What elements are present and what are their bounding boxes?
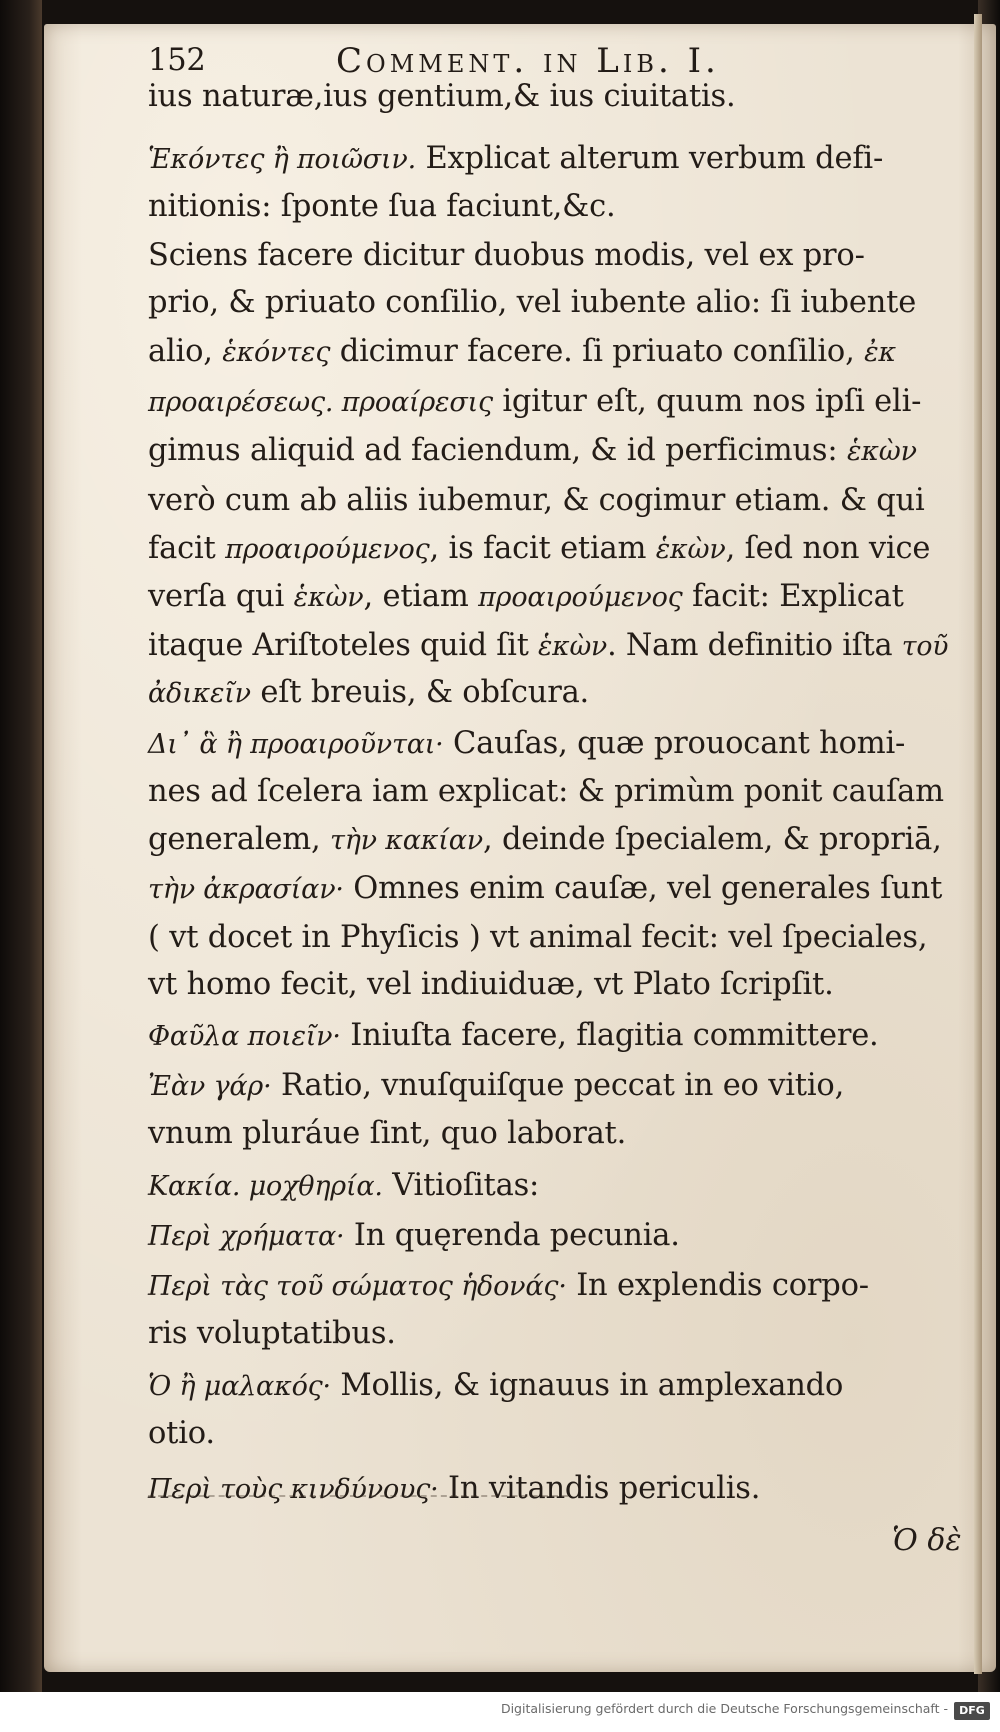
greek-lemma: Ἑκόντες ἢ ποιῶσιν. [148, 144, 416, 175]
text-line [148, 329, 896, 375]
latin-text: vt homo fecit, vel indiuiduæ, vt Plato ſcripſit. [148, 967, 834, 1002]
text-line [148, 1363, 843, 1409]
text-line [148, 1411, 215, 1457]
greek-lemma: ἀδικεῖν [148, 678, 251, 709]
latin-text: itaque Ariſtoteles quid ſit [148, 628, 539, 663]
text-line [148, 1311, 396, 1357]
greek-lemma: προαιρούμενος [225, 534, 430, 565]
text-line [148, 478, 925, 524]
text-line [148, 136, 883, 182]
latin-text: nes ad ſcelera iam explicat: & primùm ponit cauſam [148, 774, 944, 809]
latin-text: , etiam [363, 579, 479, 614]
greek-lemma: προαιρέσεως. προαίρεσις [148, 387, 493, 418]
latin-text: Vitioſitas: [382, 1168, 540, 1203]
page-edge [974, 14, 982, 1674]
latin-text: Explicat alterum verbum defi- [416, 141, 884, 176]
greek-lemma: Περὶ χρήματα· [148, 1221, 345, 1252]
latin-text: Iniuſta facere, flagitia committere. [340, 1018, 879, 1053]
latin-text: gimus aliquid ad faciendum, & id perficimus: [148, 433, 847, 468]
latin-text: facit: Explicat [682, 579, 904, 614]
catchword: Ὁ δὲ [892, 1523, 962, 1558]
latin-text: , ſed non vice [725, 531, 931, 566]
text-line [148, 623, 948, 669]
latin-text: ( vt docet in Phyſicis ) vt animal fecit: vel ſpeciales, [148, 920, 928, 955]
folio-number: 152 [148, 43, 206, 78]
text-line [148, 1063, 844, 1109]
greek-lemma: ἑκὼν [655, 534, 726, 565]
digitization-credit: Digitalisierung gefördert durch die Deutsche Forschungsgemeinschaft - [500, 1701, 948, 1716]
text-line [148, 962, 834, 1008]
latin-text: alio, [148, 334, 223, 369]
text-line [148, 280, 916, 326]
latin-text: eſt breuis, & obſcura. [250, 675, 590, 710]
greek-lemma: ἐκ [864, 337, 896, 368]
latin-text: ius naturæ,ius gentium,& ius ciuitatis. [148, 79, 736, 114]
text-line [148, 915, 927, 961]
dfg-logo: DFG [954, 1702, 990, 1720]
text-line [148, 721, 905, 767]
text-line [148, 769, 944, 815]
latin-text: verſa qui [148, 579, 294, 614]
latin-text: In vitandis periculis. [438, 1471, 761, 1506]
greek-lemma: ἑκὼν [846, 436, 917, 467]
text-line [148, 1111, 626, 1157]
latin-text: verò cum ab aliis iubemur, & cogimur etiam. & qui [148, 483, 925, 518]
greek-lemma: Κακία. μοχθηρία. [148, 1171, 383, 1202]
scan-frame-left [0, 0, 42, 1732]
latin-text: dicimur facere. ſi priuato conſilio, [330, 334, 865, 369]
text-line [148, 1466, 760, 1512]
greek-lemma: τοῦ [901, 631, 949, 662]
text-line [148, 526, 930, 572]
greek-lemma: ἑκόντες [222, 337, 331, 368]
text-line [148, 817, 942, 863]
running-head: Comment. in Lib. I. [336, 41, 720, 81]
latin-text: ris voluptatibus. [148, 1316, 396, 1351]
text-line [148, 74, 735, 120]
text-line [148, 574, 904, 620]
greek-lemma: Ὁ ἢ μαλακός· [148, 1371, 331, 1402]
ink-marks [148, 1495, 568, 1501]
latin-text: , deinde ſpecialem, & propriā, [482, 822, 942, 857]
latin-text: otio. [148, 1416, 215, 1451]
latin-text: vnum pluráue ſint, quo laborat. [148, 1116, 627, 1151]
greek-lemma: τὴν ἀκρασίαν· [148, 874, 344, 905]
latin-text: Mollis, & ignauus in amplexando [330, 1368, 844, 1403]
greek-lemma: τὴν κακίαν [329, 825, 483, 856]
latin-text: prio, & priuato conſilio, vel iubente alio: ſi iubente [148, 285, 917, 320]
greek-lemma: Φαῦλα ποιεῖν· [148, 1021, 341, 1052]
text-line [148, 1213, 680, 1259]
latin-text: Cauſas, quæ prouocant homi- [443, 726, 906, 761]
greek-lemma: Ἐὰν γάρ· [148, 1071, 272, 1102]
latin-text: In explendis corpo- [566, 1268, 869, 1303]
latin-text: facit [148, 531, 226, 566]
text-line [148, 1263, 869, 1309]
text-line [148, 379, 921, 425]
greek-lemma: Περὶ τοὺς κινδύνους· [148, 1474, 439, 1505]
latin-text: In quęrenda pecunia. [344, 1218, 680, 1253]
latin-text: . Nam definitio iſta [607, 628, 902, 663]
greek-lemma: Περὶ τὰς τοῦ σώματος ἡδονάς· [148, 1271, 567, 1302]
greek-lemma: ἑκὼν [293, 582, 364, 613]
text-line [148, 1013, 879, 1059]
greek-lemma: ἑκὼν [538, 631, 608, 662]
greek-lemma: προαιρούμενος [478, 582, 683, 613]
latin-text: igitur eſt, quum nos ipſi eli- [492, 384, 922, 419]
text-line [148, 233, 865, 279]
latin-text: generalem, [148, 822, 330, 857]
latin-text: Omnes enim cauſæ, vel generales ſunt [343, 871, 943, 906]
text-line [148, 866, 942, 912]
latin-text: nitionis: ſponte ſua faciunt,&c. [148, 189, 616, 224]
text-line [148, 670, 589, 716]
text-line [148, 428, 917, 474]
greek-lemma: Δι᾽ ἃ ἢ προαιροῦνται· [148, 729, 444, 760]
latin-text: Sciens facere dicitur duobus modis, vel ex pro- [148, 238, 865, 273]
latin-text: , is facit etiam [429, 531, 656, 566]
text-line [148, 184, 616, 230]
latin-text: Ratio, vnuſquiſque peccat in eo vitio, [271, 1068, 845, 1103]
text-line [148, 1163, 539, 1209]
